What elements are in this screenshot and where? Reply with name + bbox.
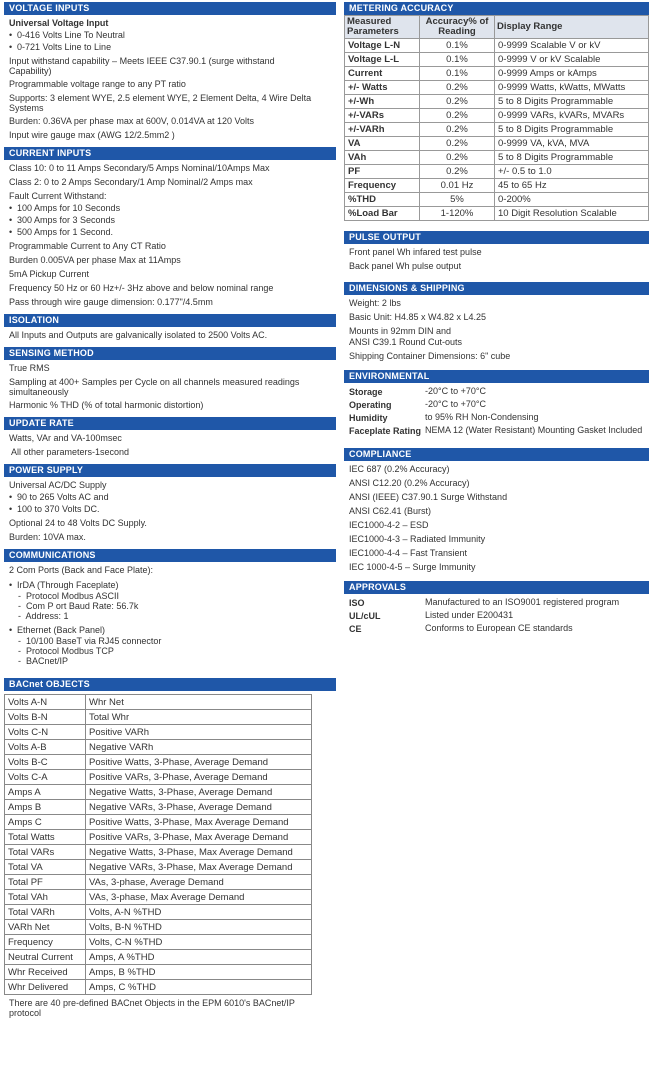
sub-item: - BACnet/IP bbox=[18, 656, 69, 666]
object-cell: Volts C-A bbox=[5, 770, 86, 785]
accuracy-cell: 0.1% bbox=[420, 39, 495, 53]
list-item: • 100 to 370 Volts DC. bbox=[9, 504, 100, 514]
object-cell: Volts, C-N %THD bbox=[86, 935, 312, 950]
update-rate-section bbox=[4, 417, 336, 458]
isolation-section bbox=[4, 314, 336, 341]
parameter-cell: Current bbox=[345, 67, 420, 81]
table-row bbox=[5, 875, 312, 890]
range-cell: 0-9999 VARs, kVARs, MVARs bbox=[495, 109, 649, 123]
table-row bbox=[5, 800, 312, 815]
table-row bbox=[5, 740, 312, 755]
text-line: Class 10: 0 to 11 Amps Secondary/5 Amps Nominal/10Amps Max bbox=[9, 163, 270, 173]
table-row bbox=[5, 845, 312, 860]
text-line: Optional 24 to 48 Volts DC Supply. bbox=[9, 518, 147, 528]
parameter-cell: Frequency bbox=[345, 179, 420, 193]
object-cell: Negative Watts, 3-Phase, Average Demand bbox=[86, 785, 312, 800]
object-cell: Amps, C %THD bbox=[86, 980, 312, 995]
object-cell: Positive VARs, 3-Phase, Average Demand bbox=[86, 770, 312, 785]
accuracy-cell: 0.1% bbox=[420, 67, 495, 81]
object-cell: Neutral Current bbox=[5, 950, 86, 965]
table-row bbox=[5, 920, 312, 935]
section-header: SENSING METHOD bbox=[4, 347, 336, 360]
parameter-cell: VAh bbox=[345, 151, 420, 165]
text-line: Watts, VAr and VA-100msec bbox=[9, 433, 122, 443]
section-header: CURRENT INPUTS bbox=[4, 147, 336, 160]
object-cell: VAs, 3-phase, Average Demand bbox=[86, 875, 312, 890]
section-header: UPDATE RATE bbox=[4, 417, 336, 430]
object-cell: Frequency bbox=[5, 935, 86, 950]
column-header: Measured Parameters bbox=[345, 16, 420, 39]
object-cell: VARh Net bbox=[5, 920, 86, 935]
range-cell: 0-9999 VA, kVA, MVA bbox=[495, 137, 649, 151]
text-line: Fault Current Withstand: bbox=[9, 191, 107, 201]
object-cell: Amps, A %THD bbox=[86, 950, 312, 965]
text-line: True RMS bbox=[9, 363, 50, 373]
section-header: VOLTAGE INPUTS bbox=[4, 2, 336, 15]
table-row bbox=[5, 815, 312, 830]
text-line: IEC 687 (0.2% Accuracy) bbox=[349, 464, 450, 474]
text-line: Weight: 2 lbs bbox=[349, 298, 401, 308]
sub-item: - Address: 1 bbox=[18, 611, 69, 621]
range-cell: 0-9999 V or kV Scalable bbox=[495, 53, 649, 67]
text-line: Sampling at 400+ Samples per Cycle on all channels measured readings simultaneously bbox=[9, 377, 300, 397]
range-cell: 0-200% bbox=[495, 193, 649, 207]
object-cell: Amps, B %THD bbox=[86, 965, 312, 980]
table-row bbox=[5, 935, 312, 950]
text-line: Harmonic % THD (% of total harmonic distortion) bbox=[9, 400, 204, 410]
text-line: Basic Unit: H4.85 x W4.82 x L4.25 bbox=[349, 312, 487, 322]
section-header: APPROVALS bbox=[344, 581, 649, 594]
footnote: There are 40 pre-defined BACnet Objects in the EPM 6010's BACnet/IP protocol bbox=[9, 998, 295, 1018]
object-cell: Total Whr bbox=[86, 710, 312, 725]
list-item: • 0-721 Volts Line to Line bbox=[9, 42, 112, 52]
table-row bbox=[345, 193, 649, 207]
approval-row: UL/cUL Listed under E200431 bbox=[349, 610, 514, 621]
section-header: METERING ACCURACY bbox=[344, 2, 649, 15]
object-cell: Total VA bbox=[5, 860, 86, 875]
section-header: ENVIRONMENTAL bbox=[344, 370, 649, 383]
section-header: POWER SUPPLY bbox=[4, 464, 336, 477]
table-row bbox=[345, 165, 649, 179]
table-row bbox=[345, 179, 649, 193]
table-row bbox=[345, 81, 649, 95]
env-row: Storage -20°C to +70°C bbox=[349, 386, 486, 397]
table-row bbox=[5, 770, 312, 785]
object-cell: Positive VARs, 3-Phase, Max Average Demand bbox=[86, 830, 312, 845]
dimensions-section bbox=[344, 282, 649, 362]
env-row: Humidity to 95% RH Non-Condensing bbox=[349, 412, 539, 423]
object-cell: Negative VARh bbox=[86, 740, 312, 755]
parameter-cell: +/-VARh bbox=[345, 123, 420, 137]
accuracy-cell: 0.2% bbox=[420, 165, 495, 179]
section-header: BACnet OBJECTS bbox=[4, 678, 336, 691]
sub-item: - 10/100 BaseT via RJ45 connector bbox=[18, 636, 162, 646]
table-row bbox=[5, 950, 312, 965]
env-row: Faceplate Rating NEMA 12 (Water Resistant) Mounting Gasket Included bbox=[349, 425, 643, 436]
left-column bbox=[4, 2, 336, 1024]
sub-item: - Com P ort Baud Rate: 56.7k bbox=[18, 601, 139, 611]
object-cell: Total VAh bbox=[5, 890, 86, 905]
table-row bbox=[345, 151, 649, 165]
approval-row: ISO Manufactured to an ISO9001 registered program bbox=[349, 597, 620, 608]
accuracy-cell: 0.2% bbox=[420, 137, 495, 151]
power-supply-section bbox=[4, 464, 336, 543]
object-cell: Negative VARs, 3-Phase, Max Average Demand bbox=[86, 860, 312, 875]
object-cell: Total PF bbox=[5, 875, 86, 890]
text-line: ANSI C12.20 (0.2% Accuracy) bbox=[349, 478, 470, 488]
text-line: IEC1000-4-2 – ESD bbox=[349, 520, 429, 530]
table-row bbox=[5, 980, 312, 995]
bacnet-section bbox=[4, 678, 336, 1018]
accuracy-cell: 0.2% bbox=[420, 109, 495, 123]
object-cell: Whr Delivered bbox=[5, 980, 86, 995]
accuracy-cell: 0.2% bbox=[420, 95, 495, 109]
list-item: • 500 Amps for 1 Second. bbox=[9, 227, 114, 237]
object-cell: Volts A-N bbox=[5, 695, 86, 710]
text-line: Input withstand capability – Meets IEEE C37.90.1 (surge withstand Capability) bbox=[9, 56, 275, 76]
section-header: COMPLIANCE bbox=[344, 448, 649, 461]
section-header: DIMENSIONS & SHIPPING bbox=[344, 282, 649, 295]
range-cell: 0-9999 Watts, kWatts, MWatts bbox=[495, 81, 649, 95]
object-cell: Volts, A-N %THD bbox=[86, 905, 312, 920]
table-row bbox=[345, 137, 649, 151]
object-cell: Positive Watts, 3-Phase, Average Demand bbox=[86, 755, 312, 770]
table-row bbox=[345, 67, 649, 81]
object-cell: Total VARs bbox=[5, 845, 86, 860]
object-cell: Amps C bbox=[5, 815, 86, 830]
section-heading: Universal AC/DC Supply bbox=[9, 480, 107, 490]
text-line: IEC1000-4-3 – Radiated Immunity bbox=[349, 534, 486, 544]
parameter-cell: +/-Wh bbox=[345, 95, 420, 109]
object-cell: Total Watts bbox=[5, 830, 86, 845]
range-cell: 5 to 8 Digits Programmable bbox=[495, 95, 649, 109]
range-cell: 0-9999 Scalable V or kV bbox=[495, 39, 649, 53]
object-cell: Positive Watts, 3-Phase, Max Average Demand bbox=[86, 815, 312, 830]
table-row bbox=[5, 755, 312, 770]
section-header: PULSE OUTPUT bbox=[344, 231, 649, 244]
list-item: • IrDA (Through Faceplate) bbox=[9, 580, 119, 590]
accuracy-cell: 5% bbox=[420, 193, 495, 207]
metering-table bbox=[344, 15, 649, 221]
approval-row: CE Conforms to European CE standards bbox=[349, 623, 573, 634]
text-line: Class 2: 0 to 2 Amps Secondary/1 Amp Nominal/2 Amps max bbox=[9, 177, 253, 187]
text-line: Programmable Current to Any CT Ratio bbox=[9, 241, 166, 251]
object-cell: Amps A bbox=[5, 785, 86, 800]
list-item: • 0-416 Volts Line To Neutral bbox=[9, 30, 125, 40]
section-header: ISOLATION bbox=[4, 314, 336, 327]
list-item: • 100 Amps for 10 Seconds bbox=[9, 203, 121, 213]
voltage-inputs-section bbox=[4, 2, 336, 141]
text-line: Back panel Wh pulse output bbox=[349, 261, 462, 271]
object-cell: Total VARh bbox=[5, 905, 86, 920]
column-header: Accuracy% of Reading bbox=[420, 16, 495, 39]
table-row bbox=[5, 725, 312, 740]
accuracy-cell: 1-120% bbox=[420, 207, 495, 221]
table-row bbox=[5, 905, 312, 920]
bacnet-table bbox=[4, 694, 312, 995]
compliance-section bbox=[344, 448, 649, 573]
object-cell: Volts A-B bbox=[5, 740, 86, 755]
list-item: • 90 to 265 Volts AC and bbox=[9, 492, 109, 502]
parameter-cell: Voltage L-L bbox=[345, 53, 420, 67]
communications-section bbox=[4, 549, 336, 666]
sensing-method-section bbox=[4, 347, 336, 411]
sub-item: - Protocol Modbus TCP bbox=[18, 646, 114, 656]
text-line: Mounts in 92mm DIN and bbox=[349, 326, 452, 336]
environmental-section bbox=[344, 370, 649, 438]
table-row bbox=[345, 53, 649, 67]
range-cell: +/- 0.5 to 1.0 bbox=[495, 165, 649, 179]
object-cell: Negative Watts, 3-Phase, Max Average Demand bbox=[86, 845, 312, 860]
object-cell: Whr Net bbox=[86, 695, 312, 710]
parameter-cell: +/- Watts bbox=[345, 81, 420, 95]
parameter-cell: Voltage L-N bbox=[345, 39, 420, 53]
text-line: Input wire gauge max (AWG 12/2.5mm2 ) bbox=[9, 130, 175, 140]
column-header: Display Range bbox=[495, 16, 649, 39]
object-cell: Volts B-C bbox=[5, 755, 86, 770]
parameter-cell: VA bbox=[345, 137, 420, 151]
list-item: • 300 Amps for 3 Seconds bbox=[9, 215, 116, 225]
section-header: COMMUNICATIONS bbox=[4, 549, 336, 562]
table-row bbox=[345, 39, 649, 53]
text-line: IEC1000-4-4 – Fast Transient bbox=[349, 548, 468, 558]
range-cell: 0-9999 Amps or kAmps bbox=[495, 67, 649, 81]
table-row bbox=[345, 95, 649, 109]
approvals-section bbox=[344, 581, 649, 636]
text-line: Shipping Container Dimensions: 6" cube bbox=[349, 351, 511, 361]
accuracy-cell: 0.2% bbox=[420, 81, 495, 95]
list-item: • Ethernet (Back Panel) bbox=[9, 625, 106, 635]
text-line: Front panel Wh infared test pulse bbox=[349, 247, 482, 257]
object-cell: Amps B bbox=[5, 800, 86, 815]
sub-item: - Protocol Modbus ASCII bbox=[18, 591, 120, 601]
table-row bbox=[5, 830, 312, 845]
text-line: ANSI (IEEE) C37.90.1 Surge Withstand bbox=[349, 492, 508, 502]
text-line: All other parameters-1second bbox=[9, 447, 130, 457]
object-cell: VAs, 3-phase, Max Average Demand bbox=[86, 890, 312, 905]
right-column bbox=[344, 2, 649, 642]
accuracy-cell: 0.2% bbox=[420, 151, 495, 165]
current-inputs-section bbox=[4, 147, 336, 308]
table-row bbox=[5, 860, 312, 875]
table-row bbox=[5, 785, 312, 800]
parameter-cell: %Load Bar bbox=[345, 207, 420, 221]
parameter-cell: %THD bbox=[345, 193, 420, 207]
object-cell: Negative VARs, 3-Phase, Average Demand bbox=[86, 800, 312, 815]
text-line: Frequency 50 Hz or 60 Hz+/- 3Hz above and below nominal range bbox=[9, 283, 274, 293]
table-row bbox=[5, 695, 312, 710]
text-line: Programmable voltage range to any PT ratio bbox=[9, 79, 186, 89]
pulse-output-section bbox=[344, 231, 649, 272]
text-line: All Inputs and Outputs are galvanically isolated to 2500 Volts AC. bbox=[9, 330, 268, 340]
text-line: IEC 1000-4-5 – Surge Immunity bbox=[349, 562, 476, 572]
parameter-cell: +/-VARs bbox=[345, 109, 420, 123]
text-line: Burden: 0.36VA per phase max at 600V, 0.014VA at 120 Volts bbox=[9, 116, 255, 126]
object-cell: Volts C-N bbox=[5, 725, 86, 740]
table-row bbox=[345, 109, 649, 123]
table-row bbox=[5, 965, 312, 980]
range-cell: 5 to 8 Digits Programmable bbox=[495, 151, 649, 165]
text-line: ANSI C62.41 (Burst) bbox=[349, 506, 432, 516]
text-line: 5mA Pickup Current bbox=[9, 269, 90, 279]
table-row bbox=[5, 710, 312, 725]
parameter-cell: PF bbox=[345, 165, 420, 179]
accuracy-cell: 0.2% bbox=[420, 123, 495, 137]
table-row bbox=[345, 123, 649, 137]
text-line: ANSI C39.1 Round Cut-outs bbox=[349, 337, 463, 347]
object-cell: Positive VARh bbox=[86, 725, 312, 740]
accuracy-cell: 0.01 Hz bbox=[420, 179, 495, 193]
accuracy-cell: 0.1% bbox=[420, 53, 495, 67]
object-cell: Volts B-N bbox=[5, 710, 86, 725]
metering-accuracy-section bbox=[344, 2, 649, 221]
table-row bbox=[5, 890, 312, 905]
object-cell: Volts, B-N %THD bbox=[86, 920, 312, 935]
text-line: Burden: 10VA max. bbox=[9, 532, 86, 542]
range-cell: 5 to 8 Digits Programmable bbox=[495, 123, 649, 137]
section-heading: 2 Com Ports (Back and Face Plate): bbox=[9, 565, 154, 575]
section-heading: Universal Voltage Input bbox=[9, 18, 109, 28]
range-cell: 10 Digit Resolution Scalable bbox=[495, 207, 649, 221]
range-cell: 45 to 65 Hz bbox=[495, 179, 649, 193]
text-line: Pass through wire gauge dimension: 0.177"/4.5mm bbox=[9, 297, 213, 307]
text-line: Burden 0.005VA per phase Max at 11Amps bbox=[9, 255, 181, 265]
object-cell: Whr Received bbox=[5, 965, 86, 980]
env-row: Operating -20°C to +70°C bbox=[349, 399, 486, 410]
table-row bbox=[345, 207, 649, 221]
text-line: Supports: 3 element WYE, 2.5 element WYE, 2 Element Delta, 4 Wire Delta Systems bbox=[9, 93, 312, 113]
